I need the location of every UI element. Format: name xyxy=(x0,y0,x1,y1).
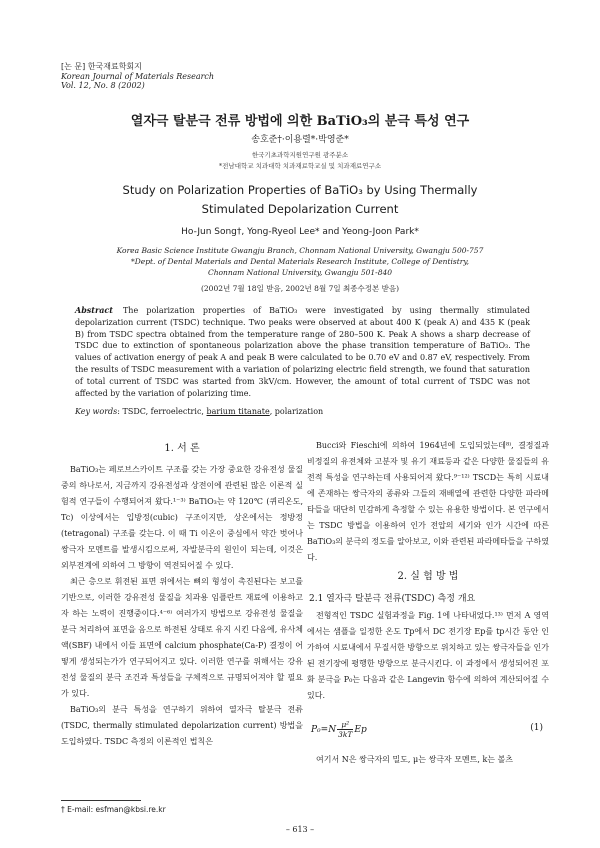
keywords-label: Key words xyxy=(75,407,118,416)
left-column xyxy=(61,438,303,750)
header-line-2: Korean Journal of Materials Research xyxy=(61,71,215,81)
journal-header xyxy=(61,62,214,91)
header-line-1: [논 문] 한국재료학회지 xyxy=(61,62,142,71)
keywords-post: , polarization xyxy=(269,407,324,416)
right-column xyxy=(307,438,549,768)
equation-expression xyxy=(311,720,367,739)
affiliation-ko-2: *전남대학교 치과대학 치과재료학교실 및 치과재료연구소 xyxy=(218,162,382,170)
eq-lhs: P₀=N xyxy=(311,725,337,735)
equation-1 xyxy=(307,710,549,748)
intro-paragraph-2: 최근 층으로 휘전된 표면 위에서는 뼈의 형성이 촉진된다는 보고를 기반으로, 이러한 강유전성 물질을 치과용 임플란트 재료에 이용하고자 하는 노력이 진행중이다.⁴⁻⁶⁾ 여러가지 방법으로 강유전성 물질을 분극 처리하여 표면을 음으로 하전된 상태로 유지 시킨 다음에, 유사체액(SBF) 내에서 이들 표면에 calcium phosphate(Ca-P) 결정이 어떻게 생성되는가가 연구되어지고 있다. 이러한 연구를 위해서는 강유전성 물질의 분극 조건과 특성들을 구체적으로 규명되어져야 할 필요가 있다. xyxy=(61,577,303,698)
title-english xyxy=(0,181,600,219)
title-en-line-2: Stimulated Depolarization Current xyxy=(201,202,399,216)
affiliations-korean xyxy=(0,150,600,172)
intro-continued-paragraph: Bucci와 Fieschi에 의하여 1964년에 도입되었는데⁸⁾, 결정질과 비정질의 유전체와 고분자 및 유기 재료등과 같은 다양한 물질들의 유전적 특성을 연구하는데 사용되어져 왔다.⁹⁻¹²⁾ TSCD는 특히 시료내에 존재하는 쌍극자의 종류와 그들의 재배열에 관련한 다양한 파라메타들을 대단히 민감하게 측정할 수 있는 유용한 방법이다. 본 연구에서는 TSDC 방법을 이용하여 인가 전압의 세기와 인가 시간에 따른 BaTiO₃의 분극의 정도를 알아보고, 이와 관련된 파라메타들을 구하였다. xyxy=(307,441,549,562)
section-introduction-heading: 1. 서 론 xyxy=(164,443,200,454)
eq-numerator: μ² xyxy=(337,720,353,730)
affiliation-en-3: Chonnam National University, Gwangju 501-840 xyxy=(207,268,393,277)
affiliations-english xyxy=(0,245,600,278)
section-methods-heading: 2. 실 험 방 법 xyxy=(397,571,459,582)
abstract xyxy=(75,305,530,399)
intro-paragraph-1: BaTiO₃는 페로브스카이트 구조를 갖는 가장 중요한 강유전성 물질중의 하나로서, 지금까지 강유전성과 상전이에 관련된 많은 이론적 실험적 연구들이 수행되어져 왔다.¹⁻³⁾ BaTiO₃는 약 120℃ (퀴리온도, Tc) 이상에서는 입방정(cubic) 구조이지만, 상온에서는 정방정(tetragonal) 구조를 갖는다. 이 때 Ti 이온이 중심에서 약간 벗어나 쌍극자 모멘트를 발생시킴으로써, 자발분극의 원인이 되는데, 이것은 외부전계에 의하여 그 방향이 역전되어질 수 있다. xyxy=(61,465,303,570)
methods-paragraph-1: 전형적인 TSDC 실험과정을 Fig. 1에 나타내었다.¹³⁾ 먼저 A 영역에서는 샘플을 일정한 온도 Tp에서 DC 전기장 Ep를 tp시간 동안 인가하여 시료내에서 무질서한 방향으로 위치하고 있는 쌍극자들을 인가된 전기장에 평행한 방향으로 분극시킨다. 이 과정에서 생성되어진 포화 분극을 P₀는 다음과 같은 Langevin 함수에 의하여 계산되어질 수 있다. xyxy=(307,611,549,700)
keywords-pre: : TSDC, ferroelectric, xyxy=(117,407,207,416)
authors-english: Ho-Jun Song†, Yong-Ryeol Lee* and Yeong-Joon Park* xyxy=(181,227,419,237)
subsection-tsdc-heading: 2.1 열자극 탈분극 전류(TSDC) 측정 개요 xyxy=(309,594,476,604)
abstract-label: Abstract xyxy=(75,305,113,315)
header-line-3: Vol. 12, No. 8 (2002) xyxy=(61,81,145,90)
page-number: – 613 – xyxy=(285,825,315,834)
footnote-email: † E-mail: esfman@kbsi.re.kr xyxy=(61,805,166,814)
affiliation-en-2: *Dept. of Dental Materials and Dental Materials Research Institute, College of Dentistry, xyxy=(131,257,469,266)
title-korean: 열자극 탈분극 전류 방법에 의한 BaTiO₃의 분극 특성 연구 xyxy=(130,114,470,129)
received-dates: (2002년 7월 18일 받음, 2002년 8월 7일 최종수정본 받음) xyxy=(200,284,399,293)
authors-korean: 송호준†·이용렬*·박영준* xyxy=(251,135,349,145)
affiliation-ko-1: 한국기초과학지원연구원 광주분소 xyxy=(251,151,349,159)
eq-denominator: 3kT xyxy=(338,730,353,739)
intro-paragraph-3: BaTiO₃의 분극 특성을 연구하기 위하여 열자극 탈분극 전류(TSDC, thermally stimulated depolarization current) 방법을 도입하였다. TSDC 측정의 이론적인 법칙은 xyxy=(61,705,303,746)
eq-rhs: Ep xyxy=(354,725,367,735)
methods-paragraph-2: 여기서 N은 쌍극자의 밀도, μ는 쌍극자 모멘트, k는 볼츠 xyxy=(316,755,514,764)
equation-number: (1) xyxy=(530,723,543,733)
title-en-line-1: Study on Polarization Properties of BaTiO₃ by Using Thermally xyxy=(122,183,478,197)
footnote-divider xyxy=(61,800,141,801)
eq-fraction xyxy=(337,720,353,739)
abstract-text: The polarization properties of BaTiO₃ were investigated by using thermally stimulated depolarization current (TSDC) technique. Two peaks were observed at about 400 K (peak A) and 435 K (peak B) from TSDC spectra obtained from the temperature range of 280–500 K. Peak A shows a sharp decrease of TSDC due to extinction of spontaneous polarization above the phase transition temperature of BaTiO₃. The values of activation energy of peak A and peak B were calculated to be 0.70 eV and 0.87 eV, respectively. From the results of TSDC measurement with a variation of polarizing electric field strength, we found that saturation of total current of TSDC was started from 3kV/cm. However, the amount of total current of TSDC was not affected by the variation of polarizing time. xyxy=(75,306,530,398)
affiliation-en-1: Korea Basic Science Institute Gwangju Branch, Chonnam National University, Gwangju 500-757 xyxy=(116,246,484,255)
keywords xyxy=(75,407,530,416)
keyword-underlined: barium titanate xyxy=(206,407,270,416)
